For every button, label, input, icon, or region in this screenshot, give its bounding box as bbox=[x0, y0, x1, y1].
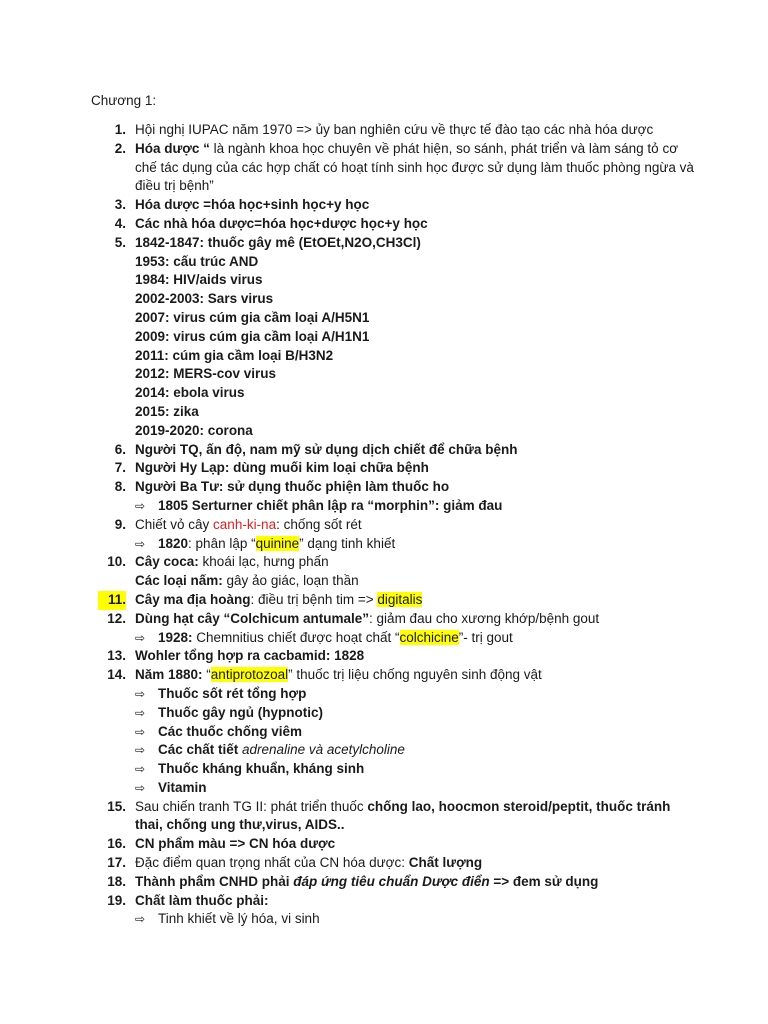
text-run: ” dạng tinh khiết bbox=[299, 535, 396, 551]
bold-text: 2019-2020: corona bbox=[135, 422, 253, 438]
bold-text: 2012: MERS-cov virus bbox=[135, 366, 277, 382]
bold-text: => đem sử dụng bbox=[489, 873, 599, 889]
list-number: 11. bbox=[98, 591, 126, 610]
highlighted-text: colchicine bbox=[399, 629, 459, 645]
list-item bbox=[98, 553, 698, 572]
bold-text: Cây ma địa hoàng bbox=[135, 591, 251, 607]
text-run: gây ảo giác, loạn thần bbox=[222, 573, 359, 589]
list-item bbox=[98, 647, 698, 666]
bold-text: 1984: HIV/aids virus bbox=[135, 272, 263, 288]
list-item bbox=[98, 478, 698, 497]
list-item bbox=[98, 873, 698, 892]
bold-text: Thành phẩm CNHD phải bbox=[135, 873, 294, 889]
list-continuation bbox=[98, 328, 698, 347]
bold-text: CN phẩm màu => CN hóa dược bbox=[135, 836, 336, 852]
text-run: Đặc điểm quan trọng nhất của CN hóa dược: bbox=[135, 855, 409, 871]
bold-text: 2014: ebola virus bbox=[135, 385, 245, 401]
list-number: 9. bbox=[114, 516, 126, 532]
bold-text: Các nhà hóa dược=hóa học+dược học+y học bbox=[135, 215, 428, 231]
arrow-icon: ⇨ bbox=[135, 705, 146, 720]
list-number: 6. bbox=[114, 441, 126, 457]
text-run: : giảm đau cho xương khớp/bệnh gout bbox=[369, 610, 600, 626]
bold-text: 1820 bbox=[158, 535, 189, 551]
bold-text: Các chất tiết bbox=[158, 742, 239, 758]
bold-text: 2015: zika bbox=[135, 403, 199, 419]
arrow-icon: ⇨ bbox=[135, 498, 146, 513]
bold-text: 2011: cúm gia cầm loại B/H3N2 bbox=[135, 347, 334, 363]
bold-text: Hóa dược “ bbox=[135, 140, 210, 156]
list-item bbox=[98, 441, 698, 460]
bold-text: 1928: bbox=[158, 629, 193, 645]
bold-text: Hóa dược =hóa học+sinh học+y học bbox=[135, 197, 370, 213]
bold-text: Vitamin bbox=[158, 779, 207, 795]
list-item bbox=[98, 234, 698, 253]
italic-text: adrenaline và acetylcholine bbox=[238, 742, 405, 758]
bold-italic-text: đáp ứng tiêu chuẩn Dược điển bbox=[293, 873, 490, 889]
sub-item bbox=[98, 497, 698, 516]
text-run: Hội nghị IUPAC năm 1970 => ủy ban nghiên cứu về thực tế đào tạo các nhà hóa dược bbox=[135, 122, 654, 137]
text-run: : chống sốt rét bbox=[276, 516, 362, 532]
red-text: canh-ki-na bbox=[213, 516, 277, 532]
list-number: 3. bbox=[114, 197, 126, 213]
bold-text: Chất lượng bbox=[408, 855, 483, 871]
list-item bbox=[98, 121, 698, 140]
bold-text: 2002-2003: Sars virus bbox=[135, 291, 274, 307]
list-number: 17. bbox=[107, 855, 126, 871]
bold-text: Dùng hạt cây “Colchicum antumale” bbox=[135, 610, 370, 626]
sub-item bbox=[98, 629, 698, 648]
bold-text: chống lao, hoocmon steroid/peptit, thuốc tránh thai, chống ung thư,virus, AIDS.. bbox=[135, 798, 671, 833]
list-number: 14. bbox=[107, 667, 126, 683]
sub-item bbox=[98, 723, 698, 742]
sub-item bbox=[98, 535, 698, 554]
bold-text: Chất làm thuốc phải: bbox=[135, 892, 269, 908]
list-item bbox=[98, 854, 698, 873]
list-number: 12. bbox=[107, 610, 126, 626]
list-item bbox=[98, 835, 698, 854]
text-run: là ngành khoa học chuyên về phát hiện, so sánh, phát triển và làm sáng tỏ cơ chế tác dụng của các hợp chất có hoạt tính sinh học được sử dụng làm thuốc phòng ngừa và điều trị bệnh” bbox=[135, 140, 694, 194]
list-continuation bbox=[98, 365, 698, 384]
arrow-icon: ⇨ bbox=[135, 780, 146, 795]
sub-item bbox=[98, 760, 698, 779]
list-continuation bbox=[98, 290, 698, 309]
text-run: : điều trị bệnh tim => bbox=[250, 591, 378, 607]
list-item bbox=[98, 798, 698, 836]
list-item bbox=[98, 215, 698, 234]
list-number: 2. bbox=[114, 140, 126, 156]
arrow-icon: ⇨ bbox=[135, 724, 146, 739]
list-continuation bbox=[98, 347, 698, 366]
sub-item bbox=[98, 741, 698, 760]
numbered-list bbox=[98, 121, 698, 929]
list-number: 13. bbox=[107, 648, 126, 664]
text-run: “ bbox=[202, 667, 211, 683]
list-item bbox=[98, 196, 698, 215]
text-run: ”- trị gout bbox=[458, 629, 513, 645]
list-item bbox=[98, 666, 698, 685]
arrow-icon: ⇨ bbox=[135, 762, 146, 777]
bold-text: Người Ba Tư: sử dụng thuốc phiện làm thuốc ho bbox=[135, 479, 450, 495]
list-item bbox=[98, 610, 698, 629]
list-number: 19. bbox=[107, 892, 126, 908]
bold-text: Các loại nấm: bbox=[135, 573, 223, 589]
bold-text: 1805 Serturner chiết phân lập ra “morphin”: giảm đau bbox=[158, 497, 503, 513]
list-number: 1. bbox=[114, 122, 126, 137]
list-continuation bbox=[98, 422, 698, 441]
text-run: Chemnitius chiết được hoạt chất “ bbox=[192, 629, 400, 645]
bold-text: Wohler tổng hợp ra cacbamid: 1828 bbox=[135, 648, 365, 664]
highlighted-text: quinine bbox=[255, 535, 300, 551]
list-continuation bbox=[98, 271, 698, 290]
list-continuation bbox=[98, 384, 698, 403]
bold-text: Người Hy Lạp: dùng muối kim loại chữa bệnh bbox=[135, 460, 429, 476]
bold-text: Thuốc sốt rét tổng hợp bbox=[158, 685, 307, 701]
list-item bbox=[98, 892, 698, 911]
bold-text: Cây coca: bbox=[135, 554, 199, 570]
list-number: 5. bbox=[114, 234, 126, 250]
list-item bbox=[98, 140, 698, 196]
bold-text: Năm 1880: bbox=[135, 667, 203, 683]
list-number: 7. bbox=[114, 460, 126, 476]
list-continuation bbox=[98, 572, 698, 591]
sub-item bbox=[98, 685, 698, 704]
bold-text: Người TQ, ấn độ, nam mỹ sử dụng dịch chiết để chữa bệnh bbox=[135, 441, 518, 457]
highlighted-text: digitalis bbox=[377, 591, 423, 607]
bold-text: 1953: cấu trúc AND bbox=[135, 253, 259, 269]
arrow-icon: ⇨ bbox=[135, 743, 146, 758]
text-run: Tinh khiết về lý hóa, vi sinh bbox=[158, 911, 320, 927]
sub-item bbox=[98, 779, 698, 798]
highlighted-text: antiprotozoal bbox=[210, 667, 289, 683]
list-continuation bbox=[98, 403, 698, 422]
bold-text: Các thuốc chống viêm bbox=[158, 723, 303, 739]
bold-text: 2009: virus cúm gia cầm loại A/H1N1 bbox=[135, 328, 370, 344]
list-number: 15. bbox=[107, 798, 126, 814]
text-run: : phân lập “ bbox=[188, 535, 256, 551]
text-run: Chiết vỏ cây bbox=[135, 516, 214, 532]
text-run: khoái lạc, hưng phấn bbox=[198, 554, 329, 570]
arrow-icon: ⇨ bbox=[135, 630, 146, 645]
sub-item bbox=[98, 704, 698, 723]
arrow-icon: ⇨ bbox=[135, 686, 146, 701]
list-item bbox=[98, 591, 698, 610]
chapter-heading: Chương 1: bbox=[91, 93, 157, 108]
list-number: 8. bbox=[114, 479, 126, 495]
list-item bbox=[98, 459, 698, 478]
list-number: 18. bbox=[107, 873, 126, 889]
arrow-icon: ⇨ bbox=[135, 536, 146, 551]
text-run: ” thuốc trị liệu chống nguyên sinh động vật bbox=[288, 667, 542, 683]
list-number: 10. bbox=[107, 554, 126, 570]
bold-text: 2007: virus cúm gia cầm loại A/H5N1 bbox=[135, 309, 370, 325]
sub-item bbox=[98, 910, 698, 929]
list-continuation bbox=[98, 309, 698, 328]
list-item bbox=[98, 516, 698, 535]
bold-text: 1842-1847: thuốc gây mê (EtOEt,N2O,CH3Cl) bbox=[135, 234, 421, 250]
bold-text: Thuốc gây ngủ (hypnotic) bbox=[158, 704, 323, 720]
list-number: 4. bbox=[114, 215, 126, 231]
arrow-icon: ⇨ bbox=[135, 912, 146, 927]
bold-text: Thuốc kháng khuẩn, kháng sinh bbox=[158, 761, 365, 777]
text-run: Sau chiến tranh TG II: phát triển thuốc bbox=[135, 798, 368, 814]
list-number: 16. bbox=[107, 836, 126, 852]
list-continuation bbox=[98, 253, 698, 272]
